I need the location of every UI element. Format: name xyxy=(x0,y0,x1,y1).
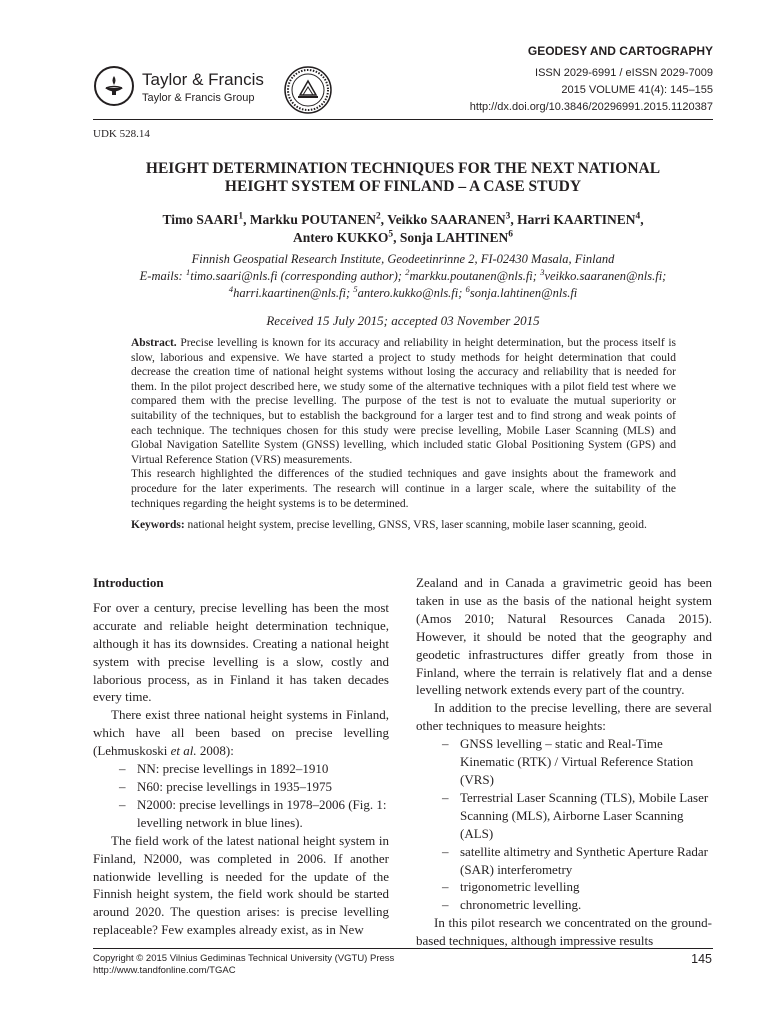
abstract-text: Precise levelling is known for its accuracy and reliability in height determination, but the process itself is slow, laborious and expensive. We have started a project to study methods for height determination that could decrease the creation time of national height systems without losing the accuracy and reliability that is needed for them. In the pilot project described here, we study some of the alternative techniques with a pilot field test where we compared them with the precise levelling. The purpose of the test is not to evaluate the mutual superiority or suitability of the techniques, but to establish the background for a larger test and to find strong and weak points of each technique. The techniques chosen for this study were precise levelling, Mobile Laser Scanning (MLS) and Global Navigation Satellite System (GNSS) levelling, which included static Global Positioning System (GPS) and Virtual Reference Station (VRS) measurements. xyxy=(131,337,676,466)
page-number: 145 xyxy=(691,952,712,966)
abstract-label: Abstract. xyxy=(131,337,177,349)
author-name: Veikko SAARANEN xyxy=(387,212,506,227)
journal-doi[interactable]: http://dx.doi.org/10.3846/20296991.2015.1120387 xyxy=(469,101,713,113)
footer xyxy=(93,953,394,977)
paragraph: For over a century, precise levelling has been the most accurate and reliable height determination technique, although it has its downsides. Creating a national height system with precise levelling is a slow, costly and laborious process, as in Finland it has taken decades every time. xyxy=(93,599,389,705)
email-link[interactable]: timo.saari@nls.fi (corresponding author); xyxy=(190,269,402,283)
title-line-1: HEIGHT DETERMINATION TECHNIQUES FOR THE NEXT NATIONAL xyxy=(145,160,661,177)
email-link[interactable]: antero.kukko@nls.fi; xyxy=(357,286,463,300)
list-item: – NN: precise levellings in 1892–1910 xyxy=(93,760,389,778)
list-item: – N60: precise levellings in 1935–1975 xyxy=(93,778,389,796)
paragraph: There exist three national height systems in Finland, which have all been based on precise levelling (Lehmuskoski et al. 2008): xyxy=(93,707,389,759)
email-link[interactable]: sonja.lahtinen@nls.fi xyxy=(469,286,578,300)
email-link[interactable]: harri.kaartinen@nls.fi; xyxy=(233,286,351,300)
title-line-2: HEIGHT SYSTEM OF FINLAND – A CASE STUDY xyxy=(224,178,582,195)
copyright: Copyright © 2015 Vilnius Gediminas Technical University (VGTU) Press xyxy=(93,953,395,964)
list-item: – satellite altimetry and Synthetic Aperture Radar (SAR) interferometry xyxy=(416,843,712,879)
header-divider xyxy=(93,119,713,120)
email-link[interactable]: markku.poutanen@nls.fi; xyxy=(409,269,537,283)
section-title: Introduction xyxy=(93,575,164,590)
footer-url[interactable]: http://www.tandfonline.com/TGAC xyxy=(93,965,236,976)
udk-code: UDK 528.14 xyxy=(93,128,150,140)
techniques-list xyxy=(416,735,712,914)
publisher-group: Taylor & Francis Group xyxy=(142,92,255,104)
paragraph: In this pilot research we concentrated on the ground-based techniques, although impressive results xyxy=(416,915,712,949)
author-name: Markku POUTANEN xyxy=(249,212,376,227)
email-link[interactable]: veikko.saaranen@nls.fi; xyxy=(544,269,667,283)
publisher-logo xyxy=(94,66,134,106)
keywords xyxy=(131,518,676,533)
abstract xyxy=(131,336,676,511)
publisher-name: Taylor & Francis xyxy=(142,70,264,89)
list-item: – Terrestrial Laser Scanning (TLS), Mobile Laser Scanning (MLS), Airborne Laser Scanning (ALS) xyxy=(416,789,712,843)
author-name: Sonja LAHTINEN xyxy=(399,230,509,245)
journal-volume: 2015 VOLUME 41(4): 145–155 xyxy=(561,84,713,96)
list-item: – N2000: precise levellings in 1978–2006 (Fig. 1: levelling network in blue lines). xyxy=(93,796,389,832)
author-name: Harri KAARTINEN xyxy=(517,212,636,227)
keywords-text: national height system, precise levelling, GNSS, VRS, laser scanning, mobile laser scanning, geoid. xyxy=(187,519,647,531)
received-dates: Received 15 July 2015; accepted 03 November 2015 xyxy=(266,313,540,328)
affiliation-block: Finnish Geospatial Research Institute, Geodeetinrinne 2, FI-02430 Masala, Finland E-mails: $^1$timo.saari@nls.fi (corresponding author); $^2$markku.poutanen@nls.fi; $^3$veikko.saaranen@nls.fi; $^4$harri.kaartinen@nls.fi; $^5$antero.kukko@nls.fi; $^6$sonja.lahtinen@nls.fi xyxy=(93,251,713,302)
abstract-text: This research highlighted the differences of the studied techniques and gave insights about the framework and procedure for the later experiments. The research will continue in a larger scale, where the suitability of the techniques regarding the height systems is to be determined. xyxy=(131,468,676,510)
journal-issn: ISSN 2029-6991 / eISSN 2029-7009 xyxy=(535,67,713,79)
list-item: – GNSS levelling – static and Real-Time Kinematic (RTK) / Virtual Reference Station (VRS) xyxy=(416,735,712,789)
list-item: – chronometric levelling. xyxy=(416,896,712,914)
author-name: Timo SAARI xyxy=(162,212,239,227)
author-list: Timo SAARI$^1$, Markku POUTANEN$^2$, Veikko SAARANEN$^3$, Harri KAARTINEN$^4$, Antero KUKKO$^5$, Sonja LAHTINEN$^6$ xyxy=(162,211,644,245)
journal-name: GEODESY AND CARTOGRAPHY xyxy=(527,44,713,58)
lamp-icon xyxy=(96,68,132,104)
paragraph: Zealand and in Canada a gravimetric geoid has been taken in use as the basis of the national height system (Amos 2010; Natural Resources Canada 2015). However, it should be noted that the geography and geodetic infrastructures differ greatly from those in Finland, where the terrain is relatively flat and a dense levelling network extends every part of the country. xyxy=(416,575,712,698)
height-systems-list xyxy=(93,760,389,832)
keywords-label: Keywords: xyxy=(131,519,185,531)
institute: Finnish Geospatial Research Institute, Geodeetinrinne 2, FI-02430 Masala, Finland xyxy=(191,252,615,266)
body-column-right xyxy=(416,574,712,950)
university-seal xyxy=(283,65,333,115)
paper-title xyxy=(93,160,713,196)
paragraph: The field work of the latest national height system in Finland, N2000, was completed in 2006. If another nationwide levelling is needed for the update of the Finnish height system, the field work should be started around 2020. The question arises: is precise levelling replaceable? Few examples already exist, as in New xyxy=(93,832,389,938)
author-name: Antero KUKKO xyxy=(293,230,389,245)
emails-label: E-mails: xyxy=(139,269,183,283)
body-column-left xyxy=(93,574,389,939)
footer-divider xyxy=(93,948,713,949)
list-item: – trigonometric levelling xyxy=(416,878,712,896)
paragraph: In addition to the precise levelling, there are several other techniques to measure heights: xyxy=(416,700,712,734)
seal-icon xyxy=(283,65,333,115)
